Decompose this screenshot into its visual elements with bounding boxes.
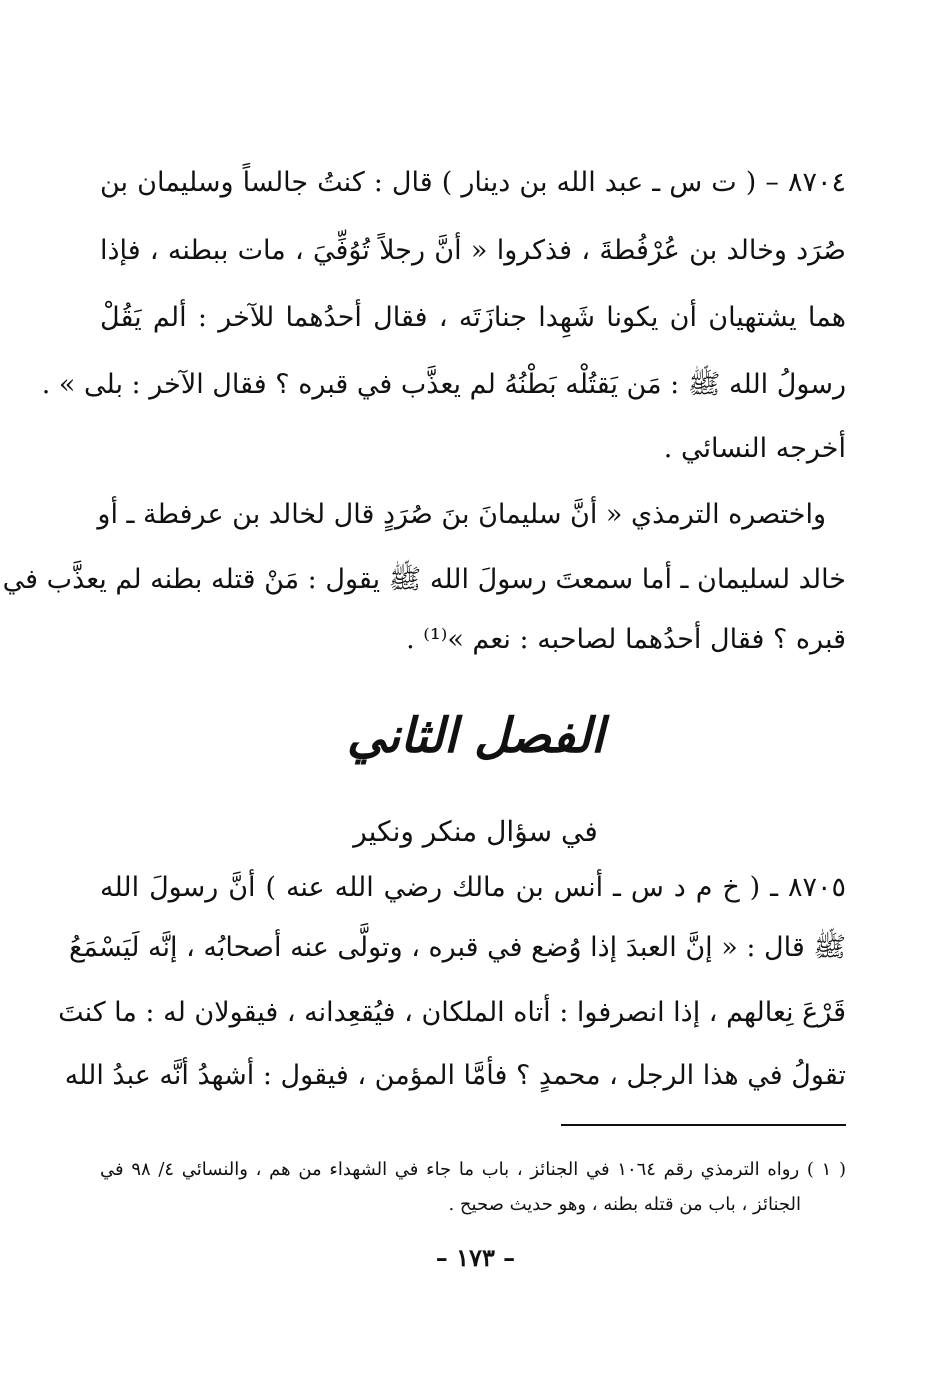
- chapter-title: الفصل الثاني: [346, 708, 605, 764]
- text-line: تقولُ في هذا الرجل ، محمدٍ ؟ فأمَّا المؤمن ، فيقول : أشهدُ أنَّه عبدُ الله: [64, 1060, 846, 1091]
- text-line: قبره ؟ فقال أحدُهما لصاحبه : نعم »⁽¹⁾ .: [406, 624, 846, 655]
- text-line: قَرْعَ نِعالهم ، إذا انصرفوا : أتاه الملكان ، فيُقعِدانه ، فيقولان له : ما كنتَ: [58, 997, 846, 1028]
- footnote-line: ( ١ ) رواه الترمذي رقم ١٠٦٤ في الجنائز ، باب ما جاء في الشهداء من هم ، والنسائي ٤/ ٩٨ في: [100, 1159, 846, 1180]
- text-line: هما يشتهيان أن يكونا شَهِدا جنازَتَه ، فقال أحدُهما للآخر : ألم يَقُلْ: [100, 302, 846, 333]
- text-line: ﷺ قال : « إنَّ العبدَ إذا وُضع في قبره ، وتولَّى عنه أصحابُه ، إنَّه لَيَسْمَعُ: [69, 932, 846, 963]
- text-line: صُرَد وخالد بن عُرْفُطةَ ، فذكروا « أنَّ رجلاً تُوُفِّيَ ، مات ببطنه ، فإذا: [100, 235, 846, 266]
- text-line: ٨٧٠٥ ـ ( خ م د س ـ أنس بن مالك رضي الله عنه ) أنَّ رسولَ الله: [100, 872, 846, 903]
- chapter-subtitle: في سؤال منكر ونكير: [353, 815, 598, 848]
- text-line: خالد لسليمان ـ أما سمعتَ رسولَ الله ﷺ يقول : مَنْ قتله بطنه لم يعذَّب في: [2, 564, 846, 595]
- text-line: رسولُ الله ﷺ : مَن يَقتُلْه بَطْنُهُ لم يعذَّب في قبره ؟ فقال الآخر : بلى » .: [41, 369, 846, 400]
- text-line: أخرجه النسائي .: [663, 433, 846, 464]
- text-line: واختصره الترمذي « أنَّ سليمانَ بنَ صُرَدٍ قال لخالد بن عرفطة ـ أو: [97, 499, 826, 530]
- page-number: – ١٧٣ –: [435, 1243, 516, 1272]
- text-line: ٨٧٠٤ – ( ت س ـ عبد الله بن دينار ) قال : كنتُ جالساً وسليمان بن: [100, 167, 846, 198]
- footnote-line: الجنائز ، باب من قتله بطنه ، وهو حديث صحيح .: [448, 1194, 801, 1215]
- footnote-divider: [561, 1124, 846, 1126]
